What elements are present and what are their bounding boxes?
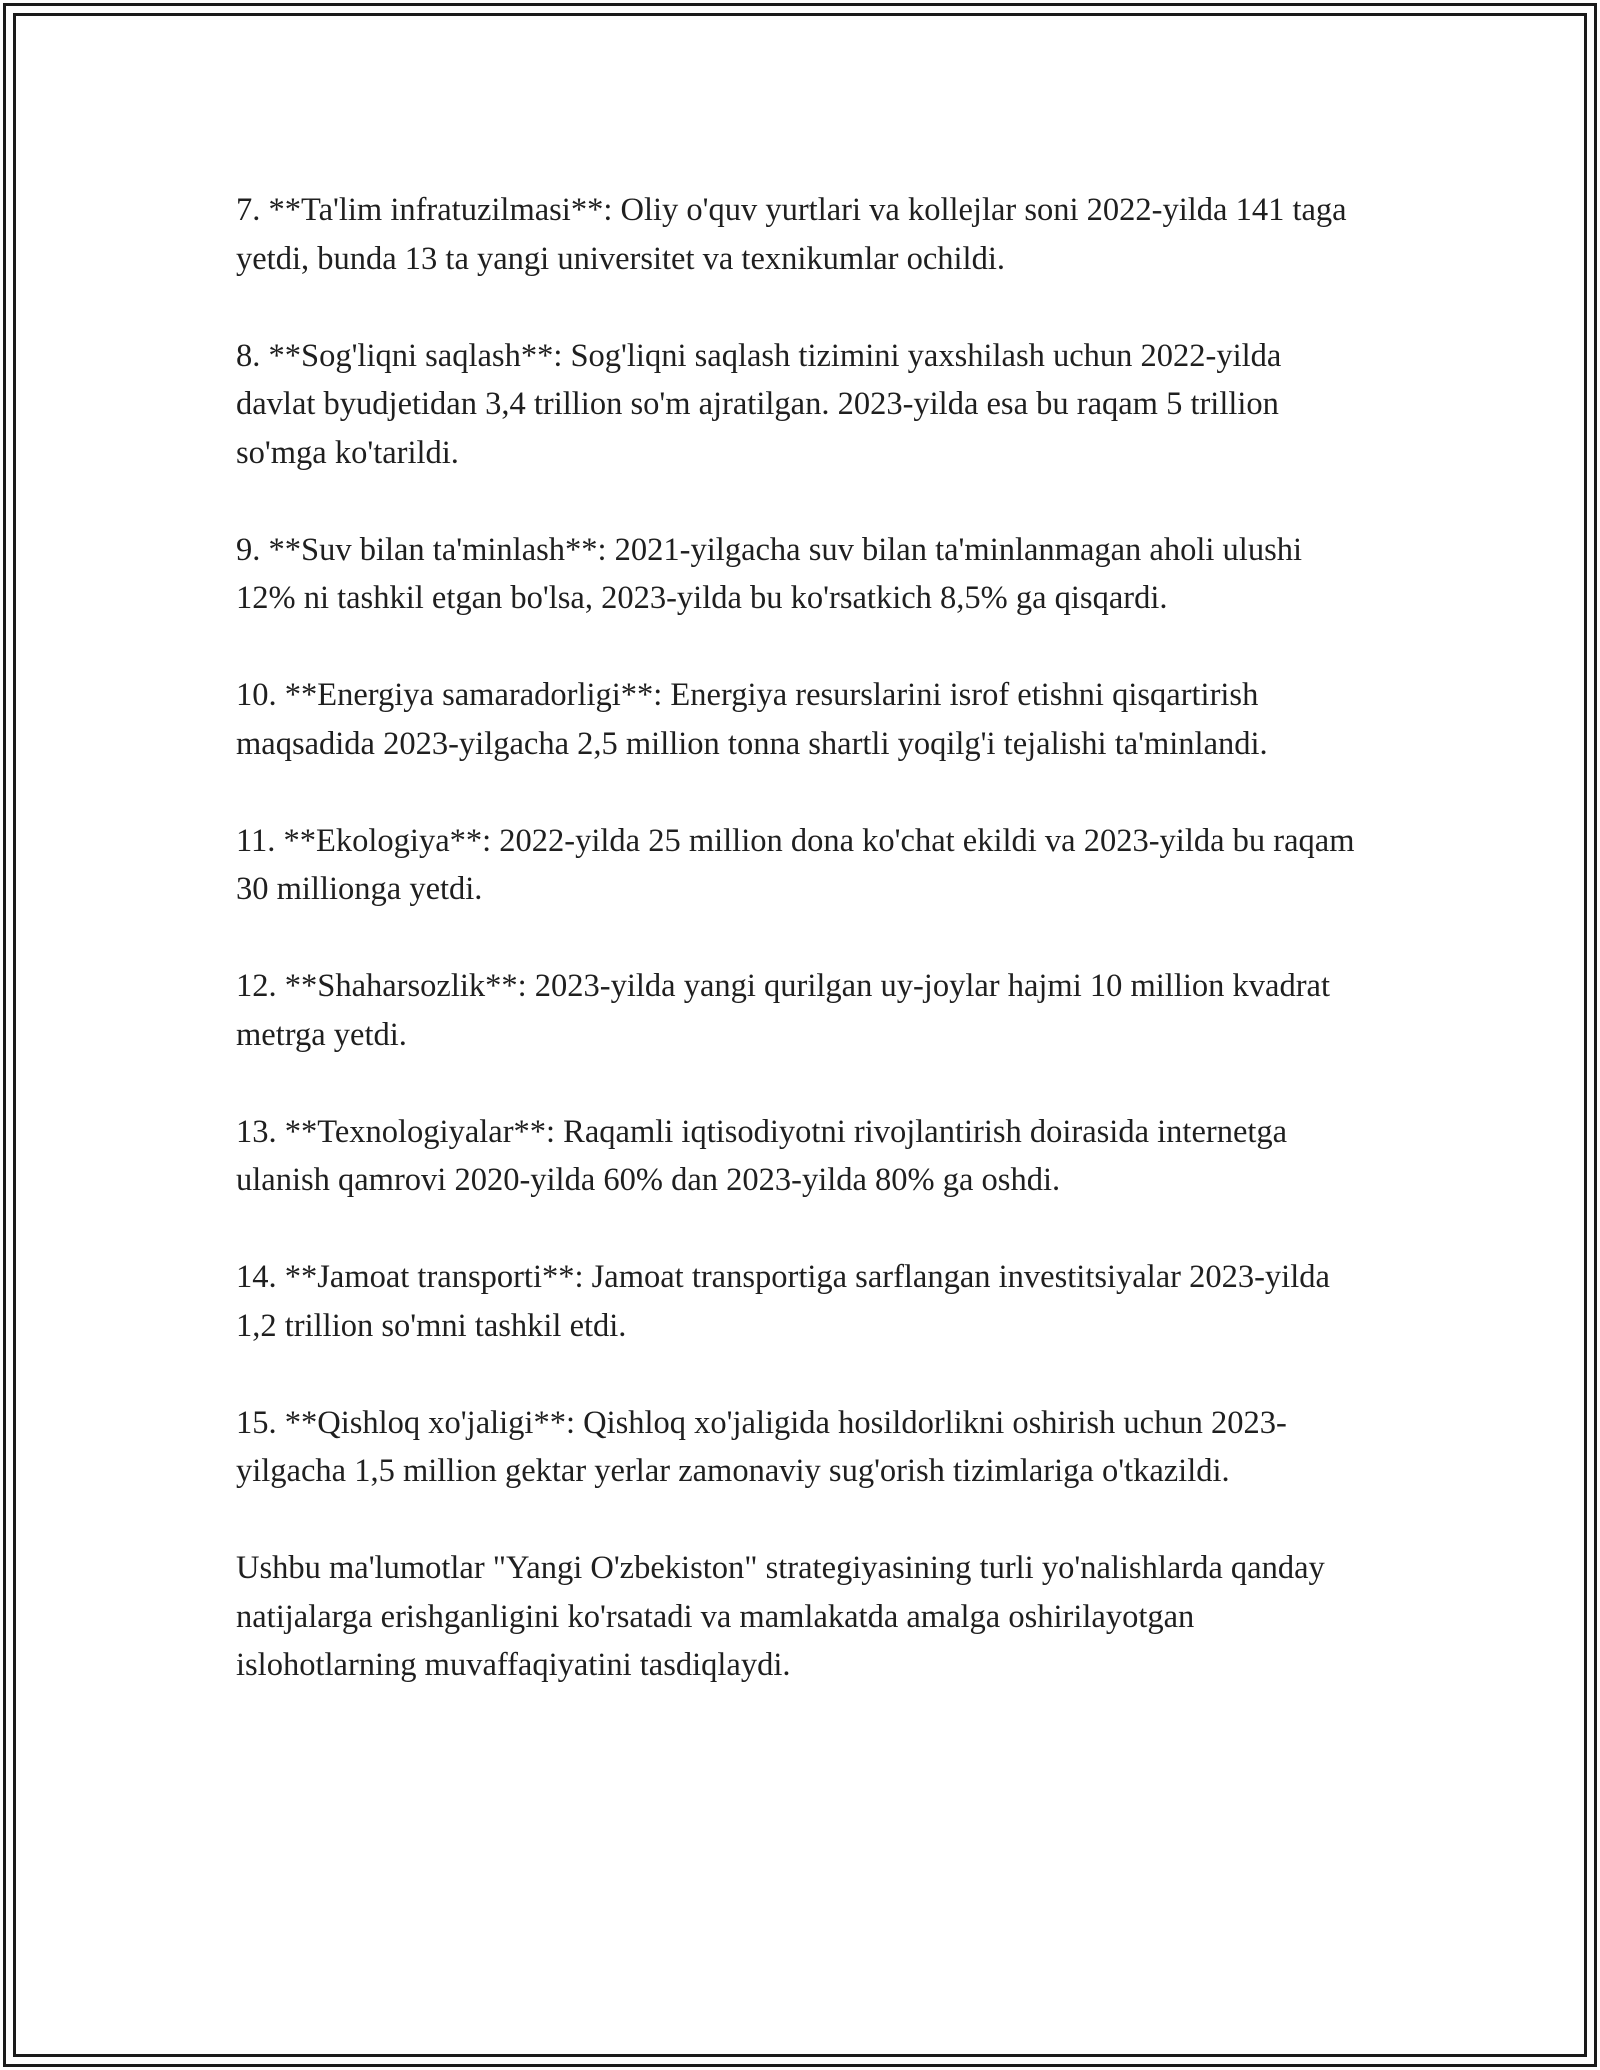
paragraph-item-8: 8. **Sog'liqni saqlash**: Sog'liqni saqlash tizimini yaxshilash uchun 2022-yilda davlat byudjetidan 3,4 trillion so'm ajratilgan. 2023-yilda esa bu raqam 5 trillion so'mga ko'tarildi. — [236, 337, 1282, 471]
paragraph-item-11: 11. **Ekologiya**: 2022-yilda 25 million dona ko'chat ekildi va 2023-yilda bu raqam 30 millionga yetdi. — [236, 822, 1355, 907]
paragraph-item-7: 7. **Ta'lim infratuzilmasi**: Oliy o'quv yurtlari va kollejlar soni 2022-yilda 141 taga yetdi, bunda 13 ta yangi universitet va texnikumlar ochildi. — [236, 192, 1347, 277]
paragraph-item-9: 9. **Suv bilan ta'minlash**: 2021-yilgacha suv bilan ta'minlanmagan aholi ulushi 12% ni tashkil etgan bo'lsa, 2023-yilda bu ko'rsatkich 8,5% ga qisqardi. — [236, 531, 1302, 616]
paragraph-item-14: 14. **Jamoat transporti**: Jamoat transportiga sarflangan investitsiyalar 2023-yilda 1,2 trillion so'mni tashkil etdi. — [236, 1259, 1330, 1344]
conclusion-paragraph: Ushbu ma'lumotlar "Yangi O'zbekiston" strategiyasining turli yo'nalishlarda qanday natijalarga erishganligini ko'rsatadi va mamlakatda amalga oshirilayotgan islohotlarning muvaffaqiyatini tasdiqlaydi. — [236, 1550, 1325, 1683]
paragraph-item-15: 15. **Qishloq xo'jaligi**: Qishloq xo'jaligida hosildorlikni oshirish uchun 2023-yilgacha 1,5 million gektar yerlar zamonaviy sug'orish tizimlariga o'tkazildi. — [236, 1404, 1287, 1489]
paragraph-item-10: 10. **Energiya samaradorligi**: Energiya resurslarini isrof etishni qisqartirish maqsadida 2023-yilgacha 2,5 million tonna shartli yoqilg'i tejalishi ta'minlandi. — [236, 677, 1268, 762]
document-body — [236, 186, 1366, 1738]
paragraph-item-13: 13. **Texnologiyalar**: Raqamli iqtisodiyotni rivojlantirish doirasida internetga ulanish qamrovi 2020-yilda 60% dan 2023-yilda 80% ga oshdi. — [236, 1113, 1288, 1198]
paragraph-item-12: 12. **Shaharsozlik**: 2023-yilda yangi qurilgan uy-joylar hajmi 10 million kvadrat metrga yetdi. — [236, 968, 1330, 1053]
